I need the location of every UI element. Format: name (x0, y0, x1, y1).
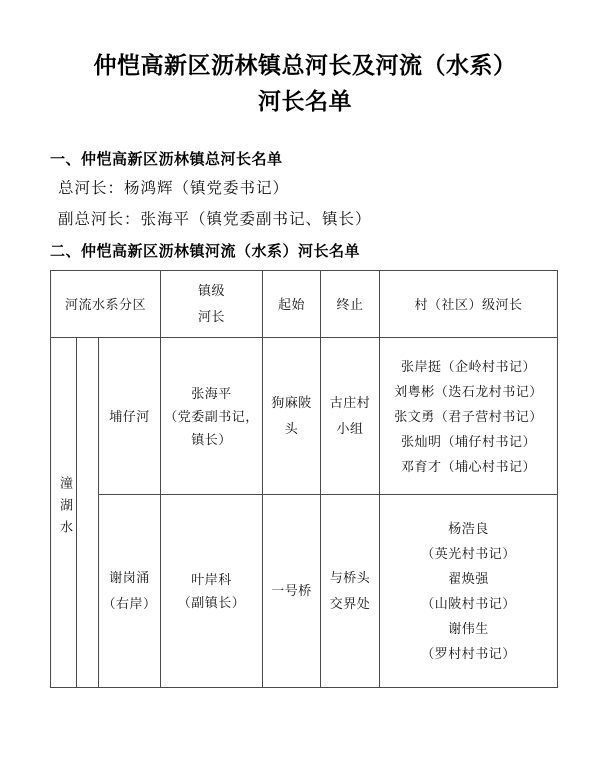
deputy-chief-river-chief-line: 副总河长：张海平（镇党委副书记、镇长） (58, 211, 372, 228)
end-point-line-2: 交界处 (329, 596, 371, 611)
start-point-cell (263, 495, 321, 688)
header-start: 起始 (263, 271, 321, 338)
town-chief-title-line-2: 镇长） (191, 431, 232, 447)
village-chief-cell (380, 338, 558, 495)
header-town-chief-line-1: 镇级 (198, 283, 226, 298)
village-chief-entry: 张文勇（君子营村书记） (394, 408, 543, 424)
village-chief-entry: （英光村书记） (421, 546, 516, 561)
town-chief-name: 叶岸科 (191, 572, 232, 587)
basin-spacer-cell (77, 338, 99, 688)
town-chief-cell (161, 338, 263, 495)
river-chief-table (50, 270, 558, 688)
town-chief-title-line-1: （党委副书记， (164, 408, 259, 424)
end-point-line-2: 小组 (336, 421, 364, 436)
header-town-chief-line-2: 河长 (198, 309, 226, 324)
village-chief-entry: 张岸挺（企岭村书记） (401, 358, 537, 374)
river-name-line-1: 谢岗涌 (109, 570, 150, 585)
end-point-line-1: 与桥头 (329, 570, 371, 585)
table-row (51, 495, 558, 688)
town-chief-title-line-1: （副镇长） (177, 595, 246, 610)
river-name-cell (99, 495, 161, 688)
page-title-line-1: 仲恺高新区沥林镇总河长及河流（水系） (93, 52, 517, 79)
village-chief-entry: （罗村村书记） (421, 646, 516, 661)
village-chief-entry: 杨浩良 (448, 521, 489, 536)
river-name-line-2: （右岸） (102, 596, 157, 611)
village-chief-entry: 邓育才（埔心村书记） (401, 458, 537, 474)
table-row (51, 338, 558, 495)
start-point-line-2: 头 (284, 421, 299, 436)
village-chief-entry: 刘粤彬（迭石龙村书记） (394, 383, 543, 399)
end-point-cell (321, 338, 380, 495)
start-point-line-1: 狗麻陂 (271, 395, 312, 410)
header-end: 终止 (321, 271, 380, 338)
town-chief-cell (161, 495, 263, 688)
start-point-cell (263, 338, 321, 495)
end-point-cell (321, 495, 380, 688)
header-basin: 河流水系分区 (51, 271, 161, 338)
basin-cell (51, 338, 77, 688)
header-town-chief (161, 271, 263, 338)
header-village-chief: 村（社区）级河长 (380, 271, 558, 338)
town-chief-name: 张海平 (191, 385, 232, 401)
start-point-line-1: 一号桥 (271, 583, 312, 598)
section-2-heading: 二、仲恺高新区沥林镇河流（水系）河长名单 (50, 242, 361, 260)
village-chief-cell (380, 495, 558, 688)
page-title-line-2: 河长名单 (258, 88, 352, 115)
basin-label: 潼湖水 (58, 476, 73, 542)
village-chief-entry: （山陂村书记） (421, 596, 516, 611)
end-point-line-1: 古庄村 (329, 395, 371, 410)
village-chief-entry: 谢伟生 (448, 621, 489, 636)
page-title (50, 0, 560, 120)
village-chief-entry: 张灿明（埔仔村书记） (401, 433, 537, 449)
section-1-heading: 一、仲恺高新区沥林镇总河长名单 (50, 150, 283, 168)
table-header-row (51, 271, 558, 338)
chief-river-chief-line: 总河长：杨鸿辉（镇党委书记） (58, 180, 290, 197)
village-chief-entry: 翟焕强 (448, 571, 489, 586)
river-name-cell: 埔仔河 (99, 338, 161, 495)
